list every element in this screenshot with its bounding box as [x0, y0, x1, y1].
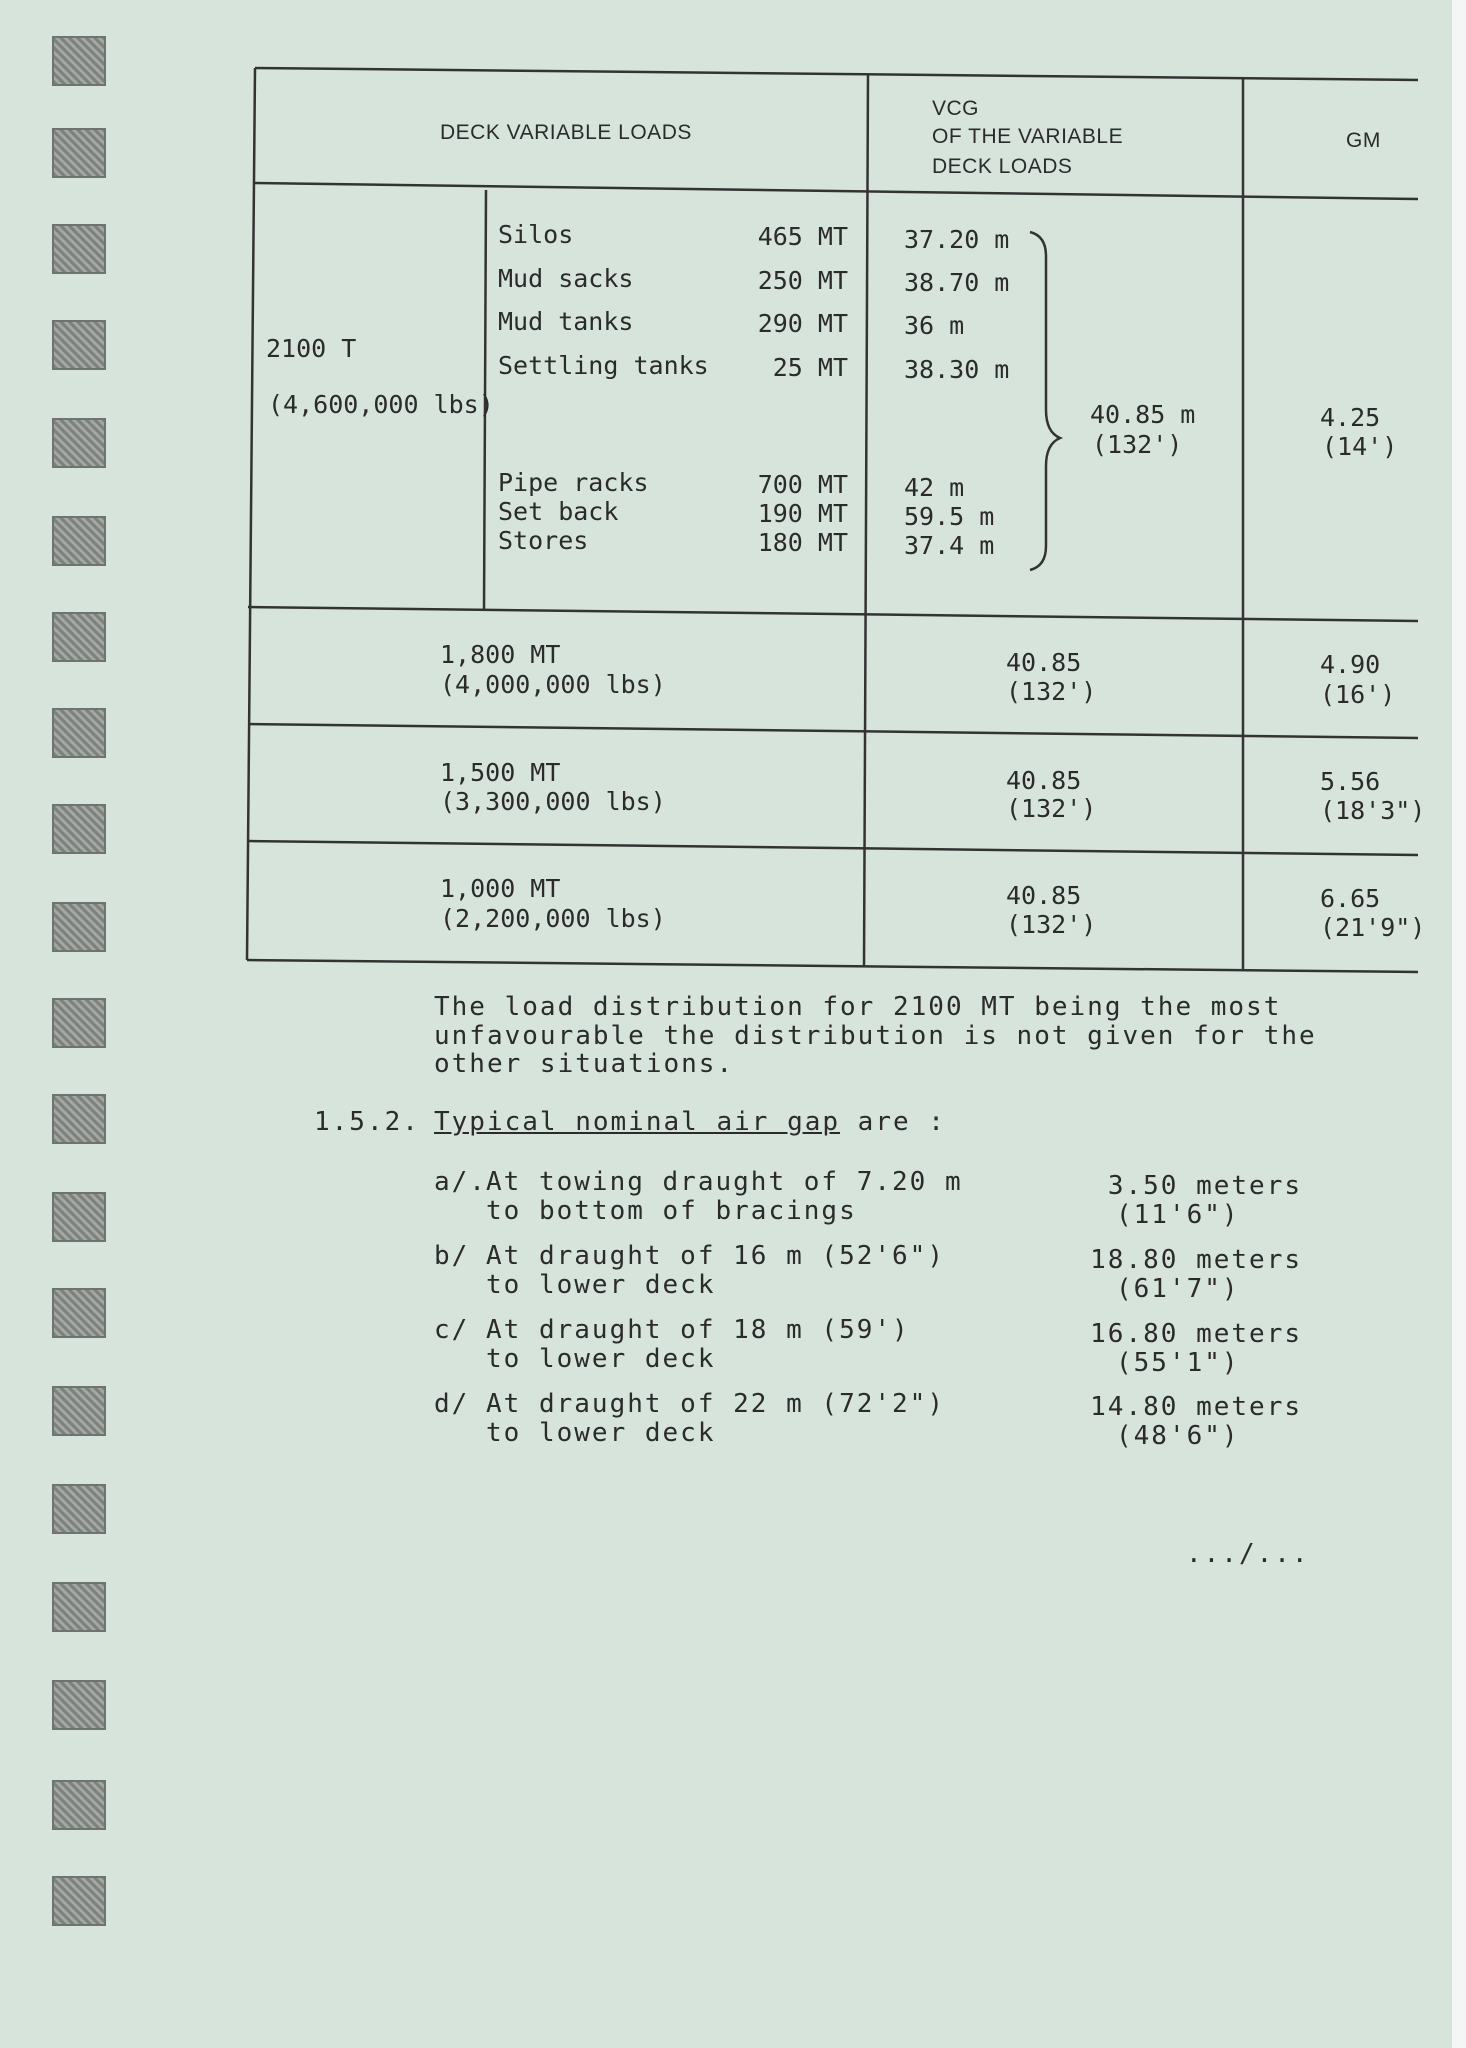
item-load: 290 MT — [757, 309, 848, 338]
binding-hole — [52, 1780, 106, 1830]
item-vcg: 37.4 m — [904, 531, 995, 560]
section-title-underlined: Typical nominal air gap — [434, 1107, 841, 1137]
air-gap-line2: to lower deck — [486, 1418, 716, 1448]
header-deck-variable-loads: DECK VARIABLE LOADS — [440, 121, 692, 144]
item-load: 250 MT — [757, 266, 848, 295]
item-name: Silos — [498, 220, 574, 249]
row-vcg-ft: (132') — [1006, 910, 1097, 939]
air-gap-value-ft: (61'7") — [1116, 1274, 1240, 1304]
air-gap-value: 18.80 meters — [1090, 1245, 1302, 1275]
binding-hole — [52, 1582, 106, 1632]
row-gm: 6.65 — [1320, 884, 1381, 913]
header-vcg-line2: OF THE VARIABLE — [932, 125, 1124, 148]
air-gap-line2: to lower deck — [486, 1344, 716, 1374]
binding-hole — [52, 128, 106, 178]
item-vcg: 38.70 m — [904, 268, 1010, 297]
binding-hole — [52, 1386, 106, 1436]
air-gap-label: b/ — [434, 1241, 470, 1271]
binding-hole — [52, 708, 106, 758]
row-vcg: 40.85 — [1006, 766, 1082, 795]
row-load-lbs: (4,000,000 lbs) — [440, 670, 666, 699]
item-vcg: 37.20 m — [904, 225, 1010, 254]
item-vcg: 42 m — [904, 473, 965, 502]
row1-vcg-total-ft: (132') — [1092, 430, 1183, 459]
row1-total: 2100 T — [266, 334, 357, 363]
item-vcg: 38.30 m — [904, 355, 1010, 384]
binding-hole — [52, 418, 106, 468]
paragraph-line: other situations. — [434, 1049, 735, 1079]
binding-hole — [52, 1680, 106, 1730]
row-load: 1,800 MT — [440, 640, 561, 669]
section-title-rest: are : — [840, 1107, 946, 1137]
row-load: 1,000 MT — [440, 874, 561, 903]
item-load: 190 MT — [757, 499, 848, 528]
continuation-mark: .../... — [1186, 1539, 1310, 1569]
air-gap-line1: At draught of 18 m (59') — [486, 1315, 910, 1345]
item-name: Pipe racks — [498, 468, 649, 497]
binding-hole — [52, 1288, 106, 1338]
item-name: Stores — [498, 526, 589, 555]
row1-gm: 4.25 — [1320, 403, 1381, 432]
row1-gm-ft: (14') — [1322, 432, 1398, 461]
row-load: 1,500 MT — [440, 758, 561, 787]
air-gap-value: 3.50 meters — [1107, 1171, 1302, 1201]
item-load: 180 MT — [757, 528, 848, 557]
item-load: 700 MT — [757, 470, 848, 499]
item-load: 25 MT — [772, 353, 848, 382]
row-vcg: 40.85 — [1006, 881, 1082, 910]
paragraph-line: The load distribution for 2100 MT being the most — [434, 992, 1282, 1022]
row1-vcg-total: 40.85 m — [1090, 400, 1196, 429]
item-vcg: 59.5 m — [904, 502, 995, 531]
air-gap-value-ft: (55'1") — [1116, 1348, 1240, 1378]
item-name: Settling tanks — [498, 351, 709, 380]
item-name: Set back — [498, 497, 619, 526]
air-gap-value: 16.80 meters — [1090, 1319, 1302, 1349]
binding-hole — [52, 998, 106, 1048]
binding-hole — [52, 1876, 106, 1926]
air-gap-line1: At draught of 16 m (52'6") — [486, 1241, 945, 1271]
item-load: 465 MT — [757, 222, 848, 251]
row-vcg-ft: (132') — [1006, 794, 1097, 823]
header-vcg-line3: DECK LOADS — [932, 155, 1073, 178]
binding-hole — [52, 1192, 106, 1242]
binding-hole — [52, 612, 106, 662]
header-vcg-line1: VCG — [932, 97, 980, 120]
binding-hole — [52, 1484, 106, 1534]
section-title — [434, 1108, 946, 1137]
binding-hole — [52, 902, 106, 952]
air-gap-value-ft: (11'6") — [1116, 1200, 1240, 1230]
air-gap-value-ft: (48'6") — [1116, 1421, 1240, 1451]
air-gap-label: c/ — [434, 1315, 470, 1345]
air-gap-line1: At draught of 22 m (72'2") — [486, 1389, 945, 1419]
paragraph-line: unfavourable the distribution is not given for the — [434, 1021, 1317, 1051]
air-gap-label: a/. — [434, 1167, 487, 1197]
binding-hole — [52, 320, 106, 370]
binding-hole — [52, 36, 106, 86]
air-gap-label: d/ — [434, 1389, 470, 1419]
row-gm: 4.90 — [1320, 650, 1381, 679]
air-gap-line2: to lower deck — [486, 1270, 716, 1300]
row-vcg: 40.85 — [1006, 648, 1082, 677]
binding-hole — [52, 1094, 106, 1144]
row-vcg-ft: (132') — [1006, 677, 1097, 706]
air-gap-line1: At towing draught of 7.20 m — [486, 1167, 963, 1197]
binding-hole — [52, 804, 106, 854]
item-vcg: 36 m — [904, 311, 965, 340]
row-load-lbs: (3,300,000 lbs) — [440, 787, 666, 816]
row-gm-ft: (18'3") — [1320, 796, 1426, 825]
row-gm-ft: (16') — [1320, 680, 1396, 709]
row1-total-lbs: (4,600,000 lbs) — [268, 390, 494, 419]
binding-hole — [52, 516, 106, 566]
item-name: Mud tanks — [498, 307, 634, 336]
air-gap-value: 14.80 meters — [1090, 1392, 1302, 1422]
header-gm: GM — [1346, 129, 1381, 152]
binding-hole — [52, 224, 106, 274]
row-gm-ft: (21'9") — [1320, 913, 1426, 942]
section-number: 1.5.2. — [314, 1107, 420, 1137]
row-gm: 5.56 — [1320, 767, 1381, 796]
page-edge — [1452, 0, 1466, 2048]
air-gap-line2: to bottom of bracings — [486, 1196, 857, 1226]
row-load-lbs: (2,200,000 lbs) — [440, 904, 666, 933]
item-name: Mud sacks — [498, 264, 634, 293]
